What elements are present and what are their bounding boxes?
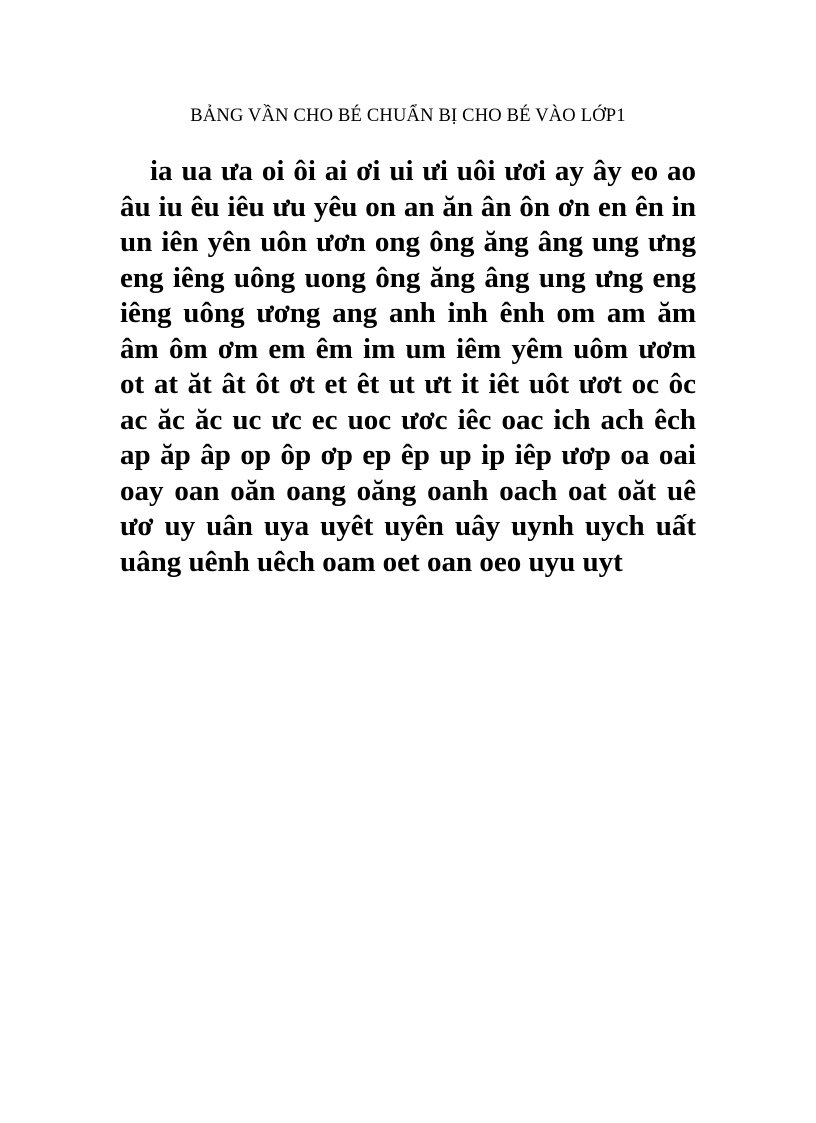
text-line: ia ua ưa oi ôi ai ơi ui ưi uôi ươi ay ây eo ao [150, 155, 696, 187]
document-title: BẢNG VẦN CHO BÉ CHUẨN BỊ CHO BÉ VÀO LỚP1 [190, 106, 626, 126]
text-line: ap ăp âp op ôp ơp ep êp up ip iêp ươp oa oai [120, 439, 696, 471]
text-line: ot at ăt ât ôt ơt et êt ut ưt it iêt uôt ươt oc ôc [120, 368, 696, 400]
text-line: âu iu êu iêu ưu yêu on an ăn ân ôn ơn en ên in [120, 190, 696, 223]
text-line: âm ôm ơm em êm im um iêm yêm uôm ươm [120, 332, 696, 365]
text-line: un iên yên uôn ươn ong ông ăng âng ung ưng [120, 226, 696, 258]
text-line: iêng uông ương ang anh inh ênh om am ăm [120, 297, 696, 329]
text-line: eng iêng uông uong ông ăng âng ung ưng eng [120, 261, 696, 294]
text-line: ac ăc ăc uc ưc ec uoc ươc iêc oac ich ach êch [120, 403, 696, 436]
text-line: oay oan oăn oang oăng oanh oach oat oăt uê [120, 474, 696, 507]
text-line: uâng uênh uêch oam oet oan oeo uyu uyt [120, 545, 623, 578]
vowel-table-text [120, 154, 696, 580]
text-line: ươ uy uân uya uyêt uyên uây uynh uych uất [120, 510, 696, 542]
